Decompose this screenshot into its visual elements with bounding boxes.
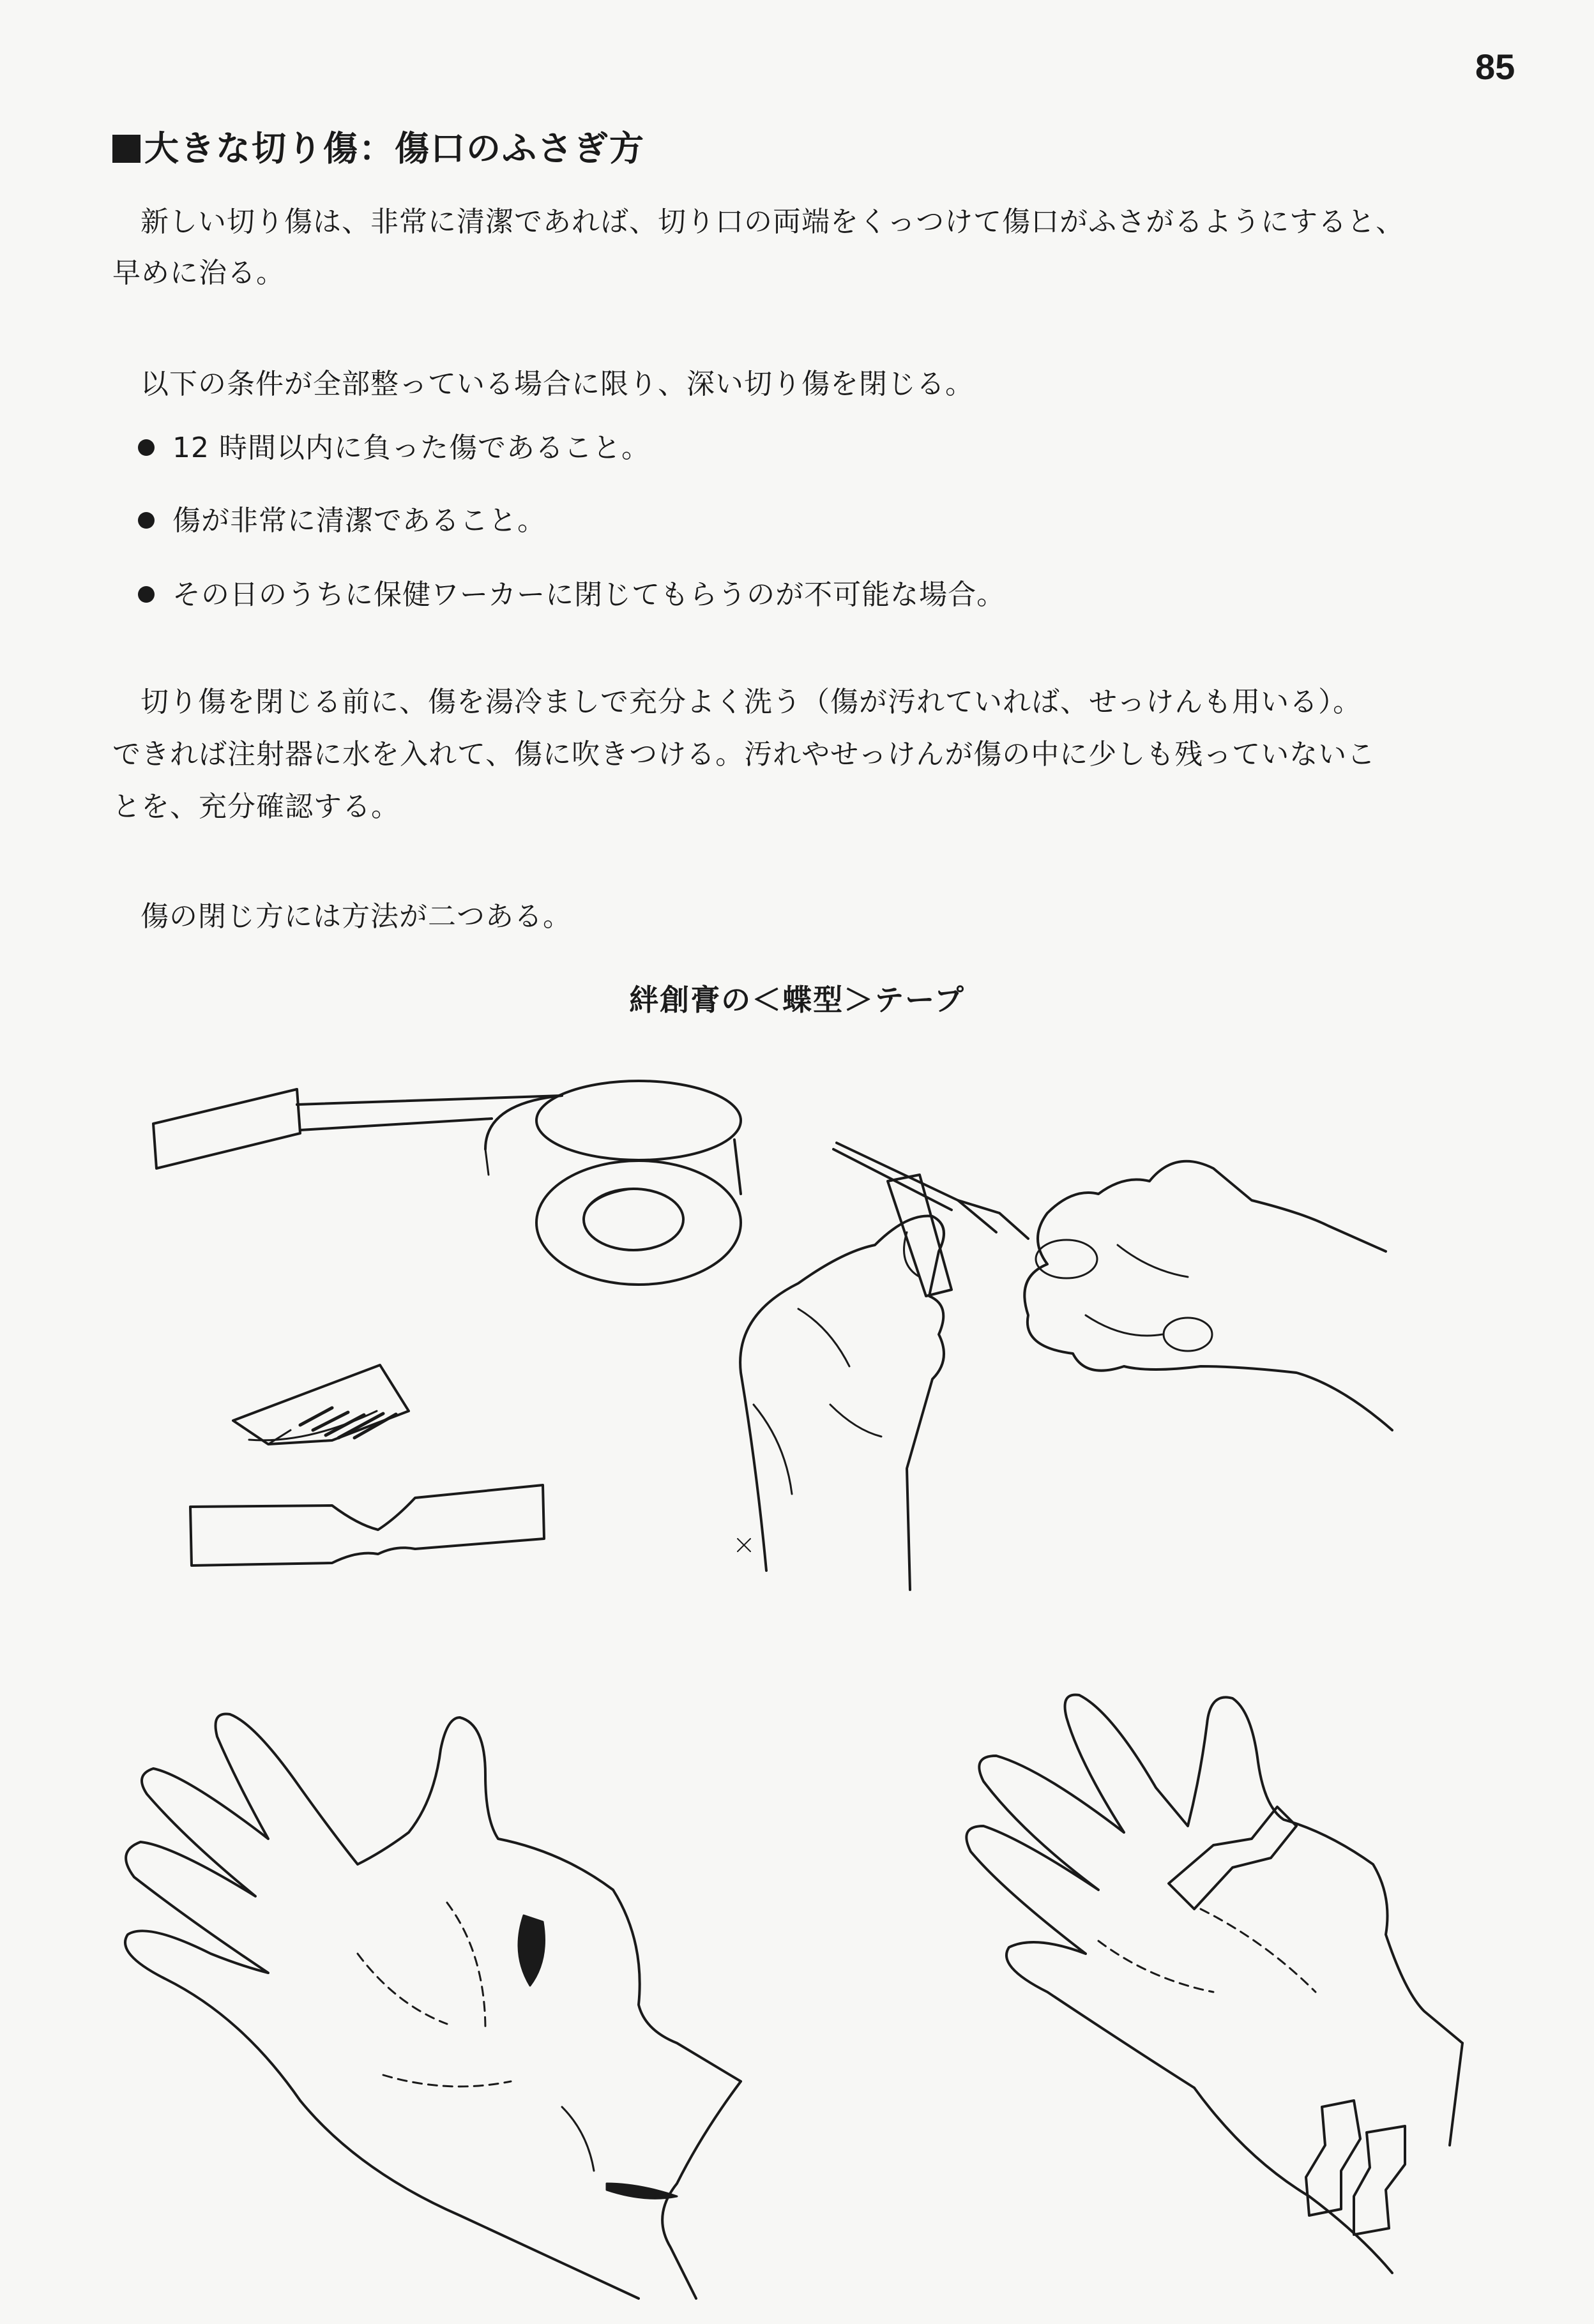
intro-paragraph-line1: 新しい切り傷は、非常に清潔であれば、切り口の両端をくっつけて傷口がふさがるようにすると、	[140, 206, 1405, 238]
hands-cutting-tape-illustration	[738, 1143, 1392, 1590]
butterfly-tape-illustration	[190, 1485, 544, 1566]
cut-tape-piece-illustration	[233, 1365, 409, 1444]
conditions-intro: 以下の条件が全部整っている場合に限り、深い切り傷を閉じる。	[140, 368, 974, 400]
methods-paragraph: 傷の閉じ方には方法が二つある。	[140, 900, 572, 933]
taped-hand-illustration	[966, 1694, 1462, 2273]
wounded-hand-illustration	[125, 1714, 741, 2298]
bullet-item-2: 傷が非常に清潔であること。	[138, 502, 546, 540]
wash-paragraph-line2: できれば注射器に水を入れて、傷に吹きつける。汚れやせっけんが傷の中に少しも残っていないこ	[112, 738, 1376, 771]
wash-paragraph-line1: 切り傷を閉じる前に、傷を湯冷ましで充分よく洗う（傷が汚れていれば、せっけんも用いる）。	[140, 686, 1362, 718]
bullet-item-3: その日のうちに保健ワーカーに閉じてもらうのが不可能な場合。	[138, 576, 1005, 614]
intro-paragraph-line2: 早めに治る。	[112, 257, 285, 289]
wash-paragraph-line3: とを、充分確認する。	[112, 790, 400, 823]
heading-text: 大きな切り傷：傷口のふさぎ方	[144, 128, 645, 169]
figure-caption: 絆創膏の＜蝶型＞テープ	[629, 983, 965, 1017]
bullet-item-1: 12 時間以内に負った傷であること。	[138, 429, 650, 467]
page-number: 85	[1475, 47, 1515, 87]
tape-roll-illustration	[153, 1081, 741, 1285]
